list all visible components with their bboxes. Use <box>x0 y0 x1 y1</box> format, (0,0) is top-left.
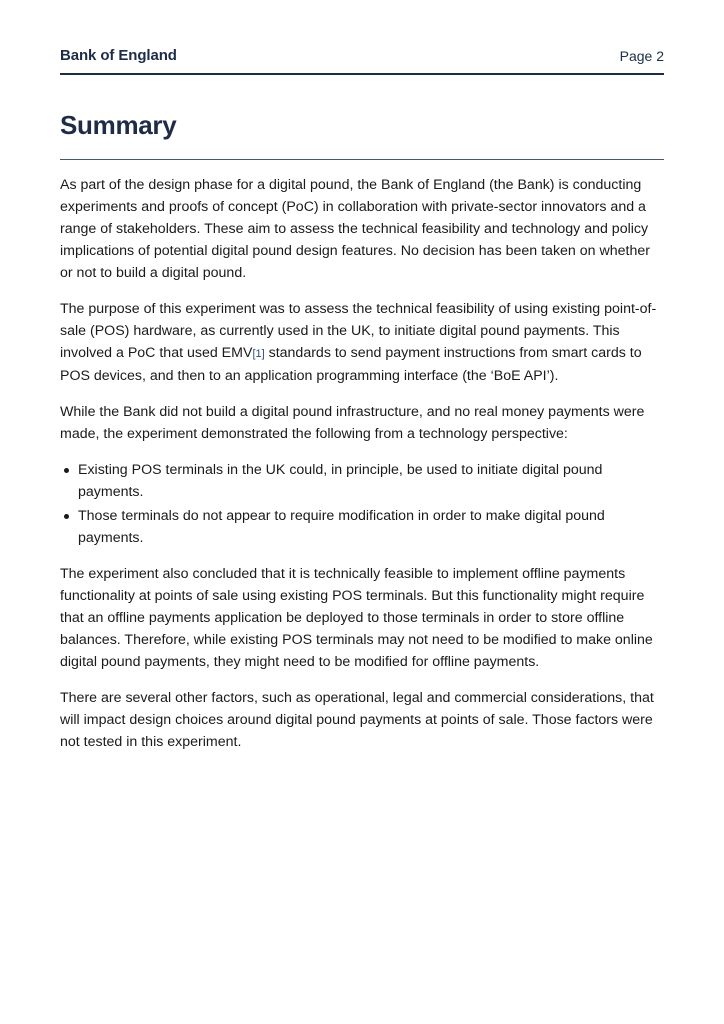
brand-logo: Bank of England <box>60 47 177 64</box>
list-item <box>78 459 664 503</box>
findings-list <box>60 459 664 549</box>
summary-body <box>60 174 664 767</box>
title-divider <box>60 159 664 160</box>
paragraph-purpose-text-cont: standards to send payment instructions from smart cards to POS devices, and then to an application programming interface (the ‘BoE API’). <box>60 345 642 384</box>
list-item-text: Those terminals do not appear to require modification in order to make digital pound payments. <box>78 508 605 546</box>
page-header <box>60 45 664 75</box>
paragraph-findings-intro: While the Bank did not build a digital pound infrastructure, and no real money payments were made, the experiment demonstrated the following from a technology perspective: <box>60 404 645 442</box>
paragraph-offline: The experiment also concluded that it is technically feasible to implement offline payments functionality at points of sale using existing POS terminals. But this functionality might require that an offline payments application be deployed to those terminals in order to store offline balances. Therefore, while existing POS terminals may not need to be modified to make online digital pound payments, they might need to be modified for offline payments. <box>60 566 653 670</box>
bullet-icon <box>64 514 69 519</box>
footnote-ref-link[interactable]: [1] <box>252 348 265 360</box>
paragraph-purpose-text: The purpose of this experiment was to assess the technical feasibility of using existing point-of-sale (POS) hardware, as currently used in the UK, to initiate digital pound payments. This involved a PoC that used EMV <box>60 301 657 361</box>
list-item-text: Existing POS terminals in the UK could, in principle, be used to initiate digital pound payments. <box>78 462 603 500</box>
paragraph-other-factors: There are several other factors, such as operational, legal and commercial considerations, that will impact design choices around digital pound payments at points of sale. Those factors were not tested in this experiment. <box>60 690 654 750</box>
page-number: Page 2 <box>619 48 664 64</box>
section-title: Summary <box>60 110 177 140</box>
paragraph-intro: As part of the design phase for a digital pound, the Bank of England (the Bank) is conducting experiments and proofs of concept (PoC) in collaboration with private-sector innovators and a range of stakeholders. These aim to assess the technical feasibility and technology and policy implications of potential digital pound design features. No decision has been taken on whether or not to build a digital pound. <box>60 177 650 281</box>
bullet-icon <box>64 468 69 473</box>
paragraph-purpose <box>60 298 664 387</box>
list-item <box>78 505 664 549</box>
